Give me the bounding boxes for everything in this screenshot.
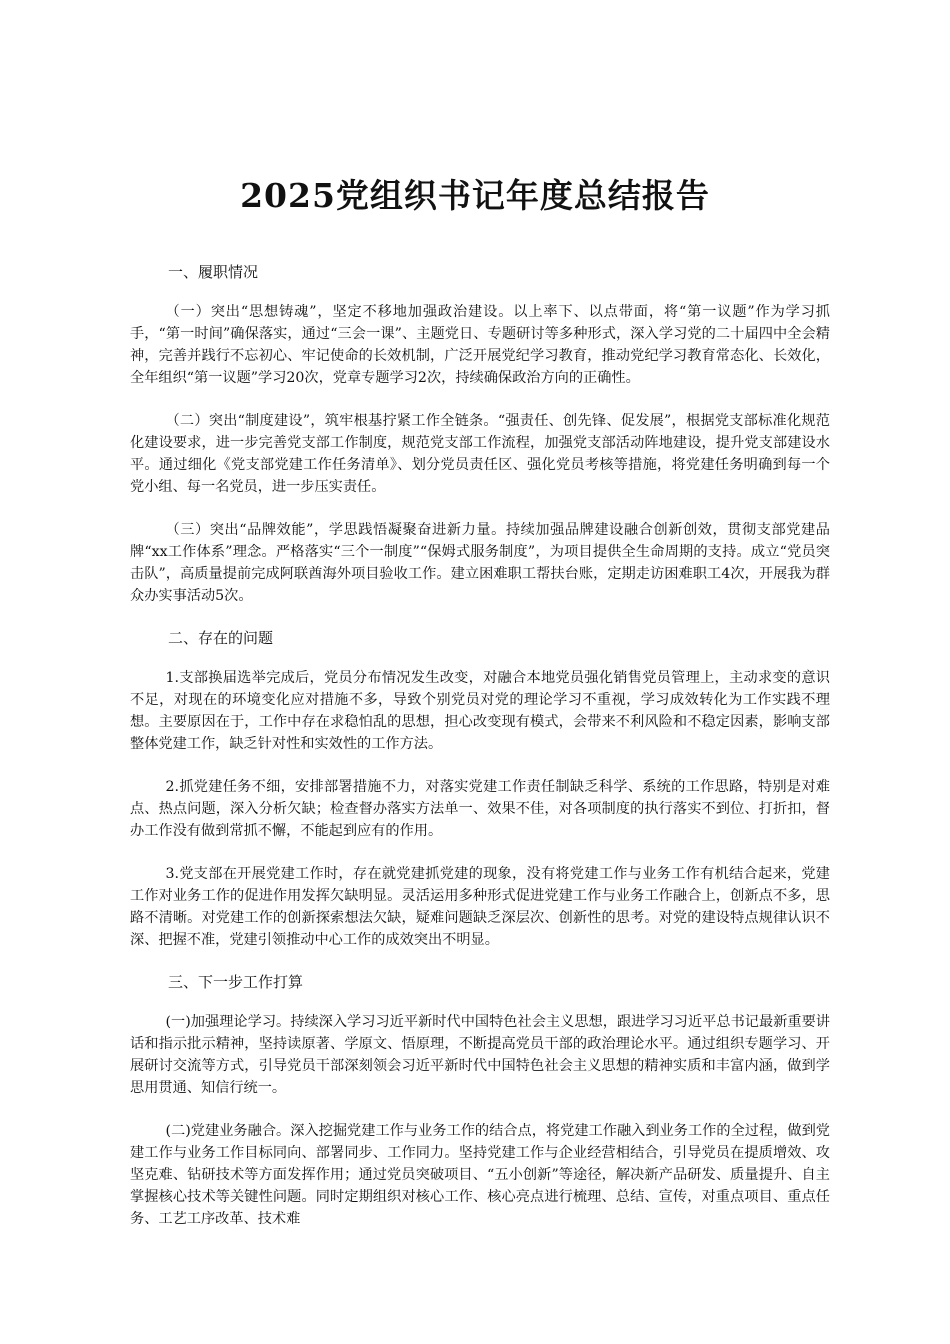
section-heading: 一、履职情况 <box>168 263 259 281</box>
section-next-steps <box>130 972 830 1230</box>
paragraph: 2.抓党建任务不细，安排部署措施不力，对落实党建工作责任制缺乏科学、系统的工作思路，特别是对难点、热点问题，深入分析欠缺；检查督办落实方法单一、效果不佳，对各项制度的执行落实不到位、打折扣，督办工作没有做到常抓不懈，不能起到应有的作用。 <box>130 779 830 839</box>
section-performance <box>130 262 830 607</box>
paragraph: (一)加强理论学习。持续深入学习习近平新时代中国特色社会主义思想，跟进学习习近平总书记最新重要讲话和指示批示精神，坚持读原著、学原文、悟原理，不断提高党员干部的政治理论水平。通过组织专题学习、开展研讨交流等方式，引导党员干部深刻领会习近平新时代中国特色社会主义思想的精神实质和丰富内涵，做到学思用贯通、知信行统一。 <box>130 1014 830 1096</box>
paragraph: （三）突出“品牌效能”，学思践悟凝聚奋进新力量。持续加强品牌建设融合创新创效，贯彻支部党建品牌“xx工作体系”理念。严格落实“三个一制度”“保姆式服务制度”，为项目提供全生命周期的支持。成立“党员突击队”，高质量提前完成阿联酋海外项目验收工作。建立困难职工帮扶台账，定期走访困难职工4次，开展我为群众办实事活动5次。 <box>130 522 830 604</box>
paragraph: （一）突出“思想铸魂”，坚定不移地加强政治建设。以上率下、以点带面，将“第一议题”作为学习抓手，“第一时间”确保落实，通过“三会一课”、主题党日、专题研讨等多种形式，深入学习党的二十届四中全会精神，完善并践行不忘初心、牢记使命的长效机制，广泛开展党纪学习教育，推动党纪学习教育常态化、长效化，全年组织“第一议题”学习20次，党章专题学习2次，持续确保政治方向的正确性。 <box>130 304 830 386</box>
section-heading: 三、下一步工作打算 <box>168 973 304 991</box>
paragraph: (二)党建业务融合。深入挖掘党建工作与业务工作的结合点，将党建工作融入到业务工作的全过程，做到党建工作与业务工作目标同向、部署同步、工作同力。坚持党建工作与企业经营相结合，引导党员在提质增效、攻坚克难、钻研技术等方面发挥作用；通过党员突破项目、“五小创新”等途径，解决新产品研发、质量提升、自主掌握核心技术等关键性问题。同时定期组织对核心工作、核心亮点进行梳理、总结、宣传，对重点项目、重点任务、工艺工序改革、技术难 <box>130 1123 830 1227</box>
document-body <box>130 262 830 1230</box>
paragraph: （二）突出“制度建设”，筑牢根基拧紧工作全链条。“强责任、创先锋、促发展”，根据党支部标准化规范化建设要求，进一步完善党支部工作制度，规范党支部工作流程，加强党支部活动阵地建设，提升党支部建设水平。通过细化《党支部党建工作任务清单》、划分党员责任区、强化党员考核等措施，将党建任务明确到每一个党小组、每一名党员，进一步压实责任。 <box>130 413 830 495</box>
section-problems <box>130 628 830 951</box>
section-heading: 二、存在的问题 <box>168 629 274 647</box>
document-title: 2025党组织书记年度总结报告 <box>240 176 710 215</box>
paragraph: 3.党支部在开展党建工作时，存在就党建抓党建的现象，没有将党建工作与业务工作有机结合起来，党建工作对业务工作的促进作用发挥欠缺明显。灵活运用多种形式促进党建工作与业务工作融合上，创新点不多，思路不清晰。对党建工作的创新探索想法欠缺，疑难问题缺乏深层次、创新性的思考。对党的建设特点规律认识不深、把握不准，党建引领推动中心工作的成效突出不明显。 <box>130 866 830 948</box>
paragraph: 1.支部换届选举完成后，党员分布情况发生改变，对融合本地党员强化销售党员管理上，主动求变的意识不足，对现在的环境变化应对措施不多，导致个别党员对党的理论学习不重视，学习成效转化为工作实践不理想。主要原因在于，工作中存在求稳怕乱的思想，担心改变现有模式，会带来不利风险和不稳定因素，影响支部整体党建工作，缺乏针对性和实效性的工作方法。 <box>130 670 830 752</box>
